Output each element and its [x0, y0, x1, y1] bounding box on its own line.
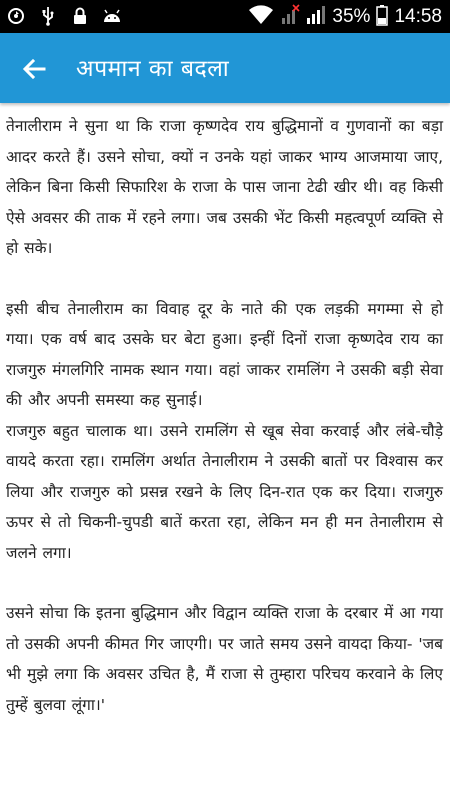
android-icon: [102, 6, 122, 26]
signal-no-sim-icon: [280, 4, 300, 30]
sync-icon: [6, 6, 26, 26]
status-left-icons: [6, 6, 122, 26]
arrow-left-icon[interactable]: [18, 53, 50, 85]
signal-icon: [306, 4, 326, 30]
status-right-icons: [248, 4, 442, 30]
story-content[interactable]: [0, 103, 450, 800]
page-title: अपमान का बदला: [76, 56, 230, 82]
clock: 14:58: [394, 6, 442, 27]
lock-icon: [70, 6, 90, 26]
usb-icon: [38, 6, 58, 26]
app-bar: [0, 33, 450, 103]
status-bar: [0, 0, 450, 33]
story-paragraph: इसी बीच तेनालीराम का विवाह दूर के नाते की एक लड़की मगम्मा से हो गया। एक वर्ष बाद उसके घर बेटा हुआ। इन्हीं दिनों राजा कृष्णदेव राय का राजगुरु मंगलगिरि नामक स्थान गया। वहां जाकर रामलिंग ने उसकी बड़ी सेवा की और अपनी समस्या कह सुनाई।: [6, 299, 443, 409]
wifi-icon: [248, 4, 274, 30]
battery-icon: [376, 4, 388, 30]
story-paragraph: राजगुरु बहुत चालाक था। उसने रामलिंग से खूब सेवा करवाई और लंबे-चौड़े वायदे करता रहा। रामलिंग अर्थात तेनालीराम ने उसकी बातों पर विश्वास कर लिया और राजगुरु को प्रसन्न रखने के लिए दिन-रात एक कर दिया। राजगुरु ऊपर से तो चिकनी-चुपडी बातें करता रहा, लेकिन मन ही मन तेनालीराम से जलने लगा।: [6, 421, 443, 562]
story-paragraph: तेनालीराम ने सुना था कि राजा कृष्णदेव राय बुद्धिमानों व गुणवानों का बड़ा आदर करते हैं। उसने सोचा, क्यों न उनके यहां जाकर भाग्य आजमाया जाए, लेकिन बिना किसी सिफारिश के राजा के पास जाना टेढी खीर थी। वह किसी ऐसे अवसर की ताक में रहने लगा। जब उसकी भेंट किसी महत्वपूर्ण व्यक्ति से हो सके।: [6, 117, 443, 257]
story-paragraph: उसने सोचा कि इतना बुद्धिमान और विद्वान व्यक्ति राजा के दरबार में आ गया तो उसकी अपनी कीमत गिर जाएगी। पर जाते समय उसने वायदा किया- 'जब भी मुझे लगा कि अवसर उचित है, मैं राजा से तुम्हारा परिचय करवाने के लिए तुम्हें बुलवा लूंगा।': [6, 604, 443, 714]
battery-percent: 35%: [332, 6, 371, 27]
